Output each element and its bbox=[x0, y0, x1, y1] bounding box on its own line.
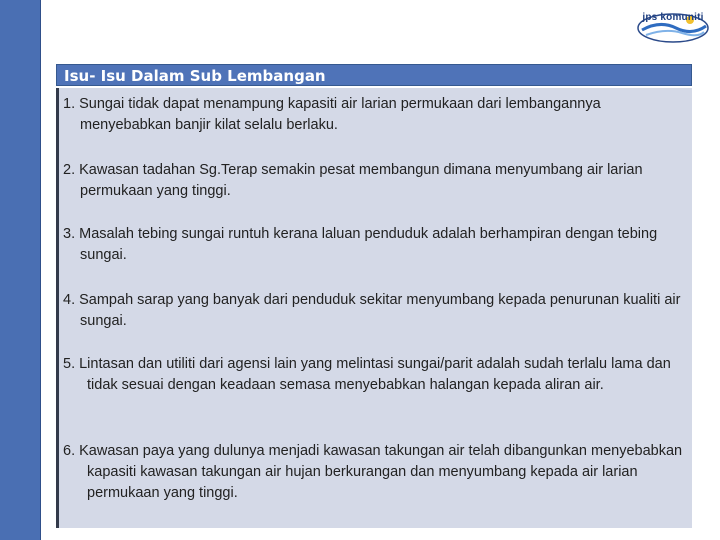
left-side-bar bbox=[0, 0, 41, 540]
list-item bbox=[63, 290, 687, 332]
logo-text: jps komuniti bbox=[642, 12, 704, 23]
list-item-text: 5. Lintasan dan utiliti dari agensi lain yang melintasi sungai/parit adalah sudah terlalu lama dan tidak sesuai dengan keadaan semasa menyebabkan halangan kepada aliran air. bbox=[63, 356, 671, 393]
page-title: Isu- Isu Dalam Sub Lembangan bbox=[64, 67, 326, 85]
title-bar bbox=[56, 64, 692, 86]
list-item bbox=[63, 94, 687, 136]
list-item-text: 1. Sungai tidak dapat menampung kapasiti air larian permukaan dari lembangannya menyebabkan banjir kilat selalu berlaku. bbox=[63, 96, 601, 133]
list-item bbox=[63, 354, 687, 396]
list-item-text: 3. Masalah tebing sungai runtuh kerana laluan penduduk adalah berhampiran dengan tebing sungai. bbox=[63, 226, 658, 263]
list-item-text: 2. Kawasan tadahan Sg.Terap semakin pesat membangun dimana menyumbang air larian permukaan yang tinggi. bbox=[63, 162, 643, 199]
jps-komuniti-logo bbox=[636, 8, 710, 44]
list-item-text: 6. Kawasan paya yang dulunya menjadi kawasan takungan air telah dibangunkan menyebabkan kapasiti kawasan takungan air hujan berkurangan dan menyumbang kepada air larian permukaan yang tinggi. bbox=[63, 443, 683, 501]
content-box bbox=[56, 88, 692, 528]
list-item-text: 4. Sampah sarap yang banyak dari penduduk sekitar menyumbang kepada penurunan kualiti air sungai. bbox=[63, 292, 681, 329]
list-item bbox=[63, 160, 687, 202]
list-item bbox=[63, 441, 687, 504]
list-item bbox=[63, 224, 687, 266]
